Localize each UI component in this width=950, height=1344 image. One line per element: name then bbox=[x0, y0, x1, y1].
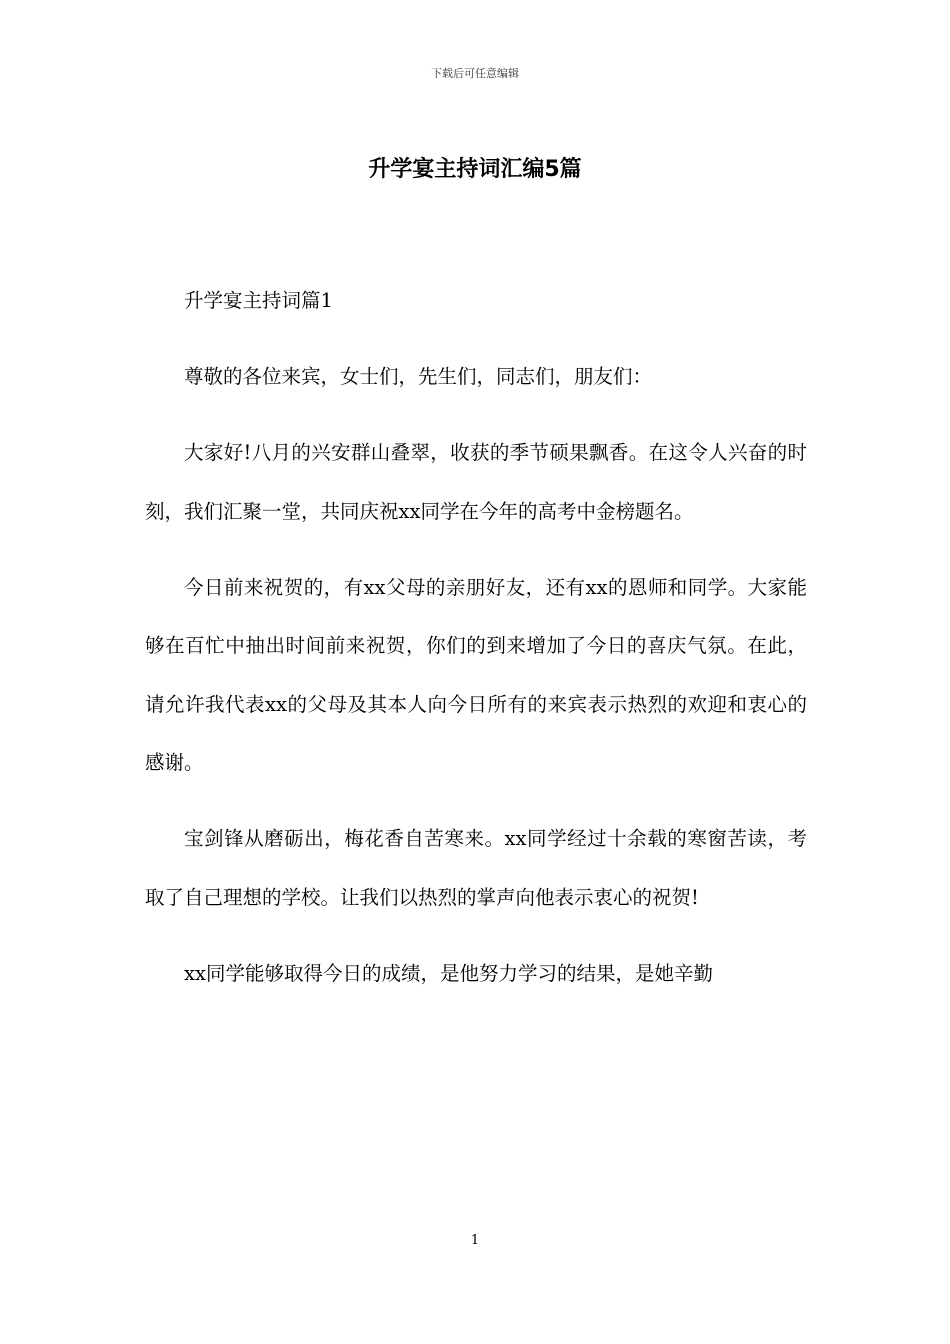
header-note: 下载后可任意编辑 bbox=[431, 67, 519, 80]
body-paragraph: 宝剑锋从磨砺出，梅花香自苦寒来。xx同学经过十余载的寒窗苦读，考取了自己理想的学校。让我们以热烈的掌声向他表示衷心的祝贺! bbox=[145, 827, 807, 909]
body-paragraph: xx同学能够取得今日的成绩，是他努力学习的结果，是她辛勤 bbox=[184, 961, 713, 985]
document-body bbox=[145, 272, 807, 1021]
document-title: 升学宴主持词汇编5篇 bbox=[368, 157, 582, 182]
body-paragraph: 今日前来祝贺的，有xx父母的亲朋好友，还有xx的恩师和同学。大家能够在百忙中抽出时间前来祝贺，你们的到来增加了今日的喜庆气氛。在此，请允许我代表xx的父母及其本人向今日所有的来宾表示热烈的欢迎和衷心的感谢。 bbox=[145, 575, 807, 774]
salutation-paragraph: 尊敬的各位来宾，女士们，先生们，同志们，朋友们： bbox=[184, 365, 653, 388]
section-heading: 升学宴主持词篇1 bbox=[184, 289, 333, 312]
body-paragraph: 大家好!八月的兴安群山叠翠，收获的季节硕果飘香。在这令人兴奋的时刻，我们汇聚一堂，共同庆祝xx同学在今年的高考中金榜题名。 bbox=[145, 441, 807, 523]
page-number: 1 bbox=[470, 1233, 480, 1248]
